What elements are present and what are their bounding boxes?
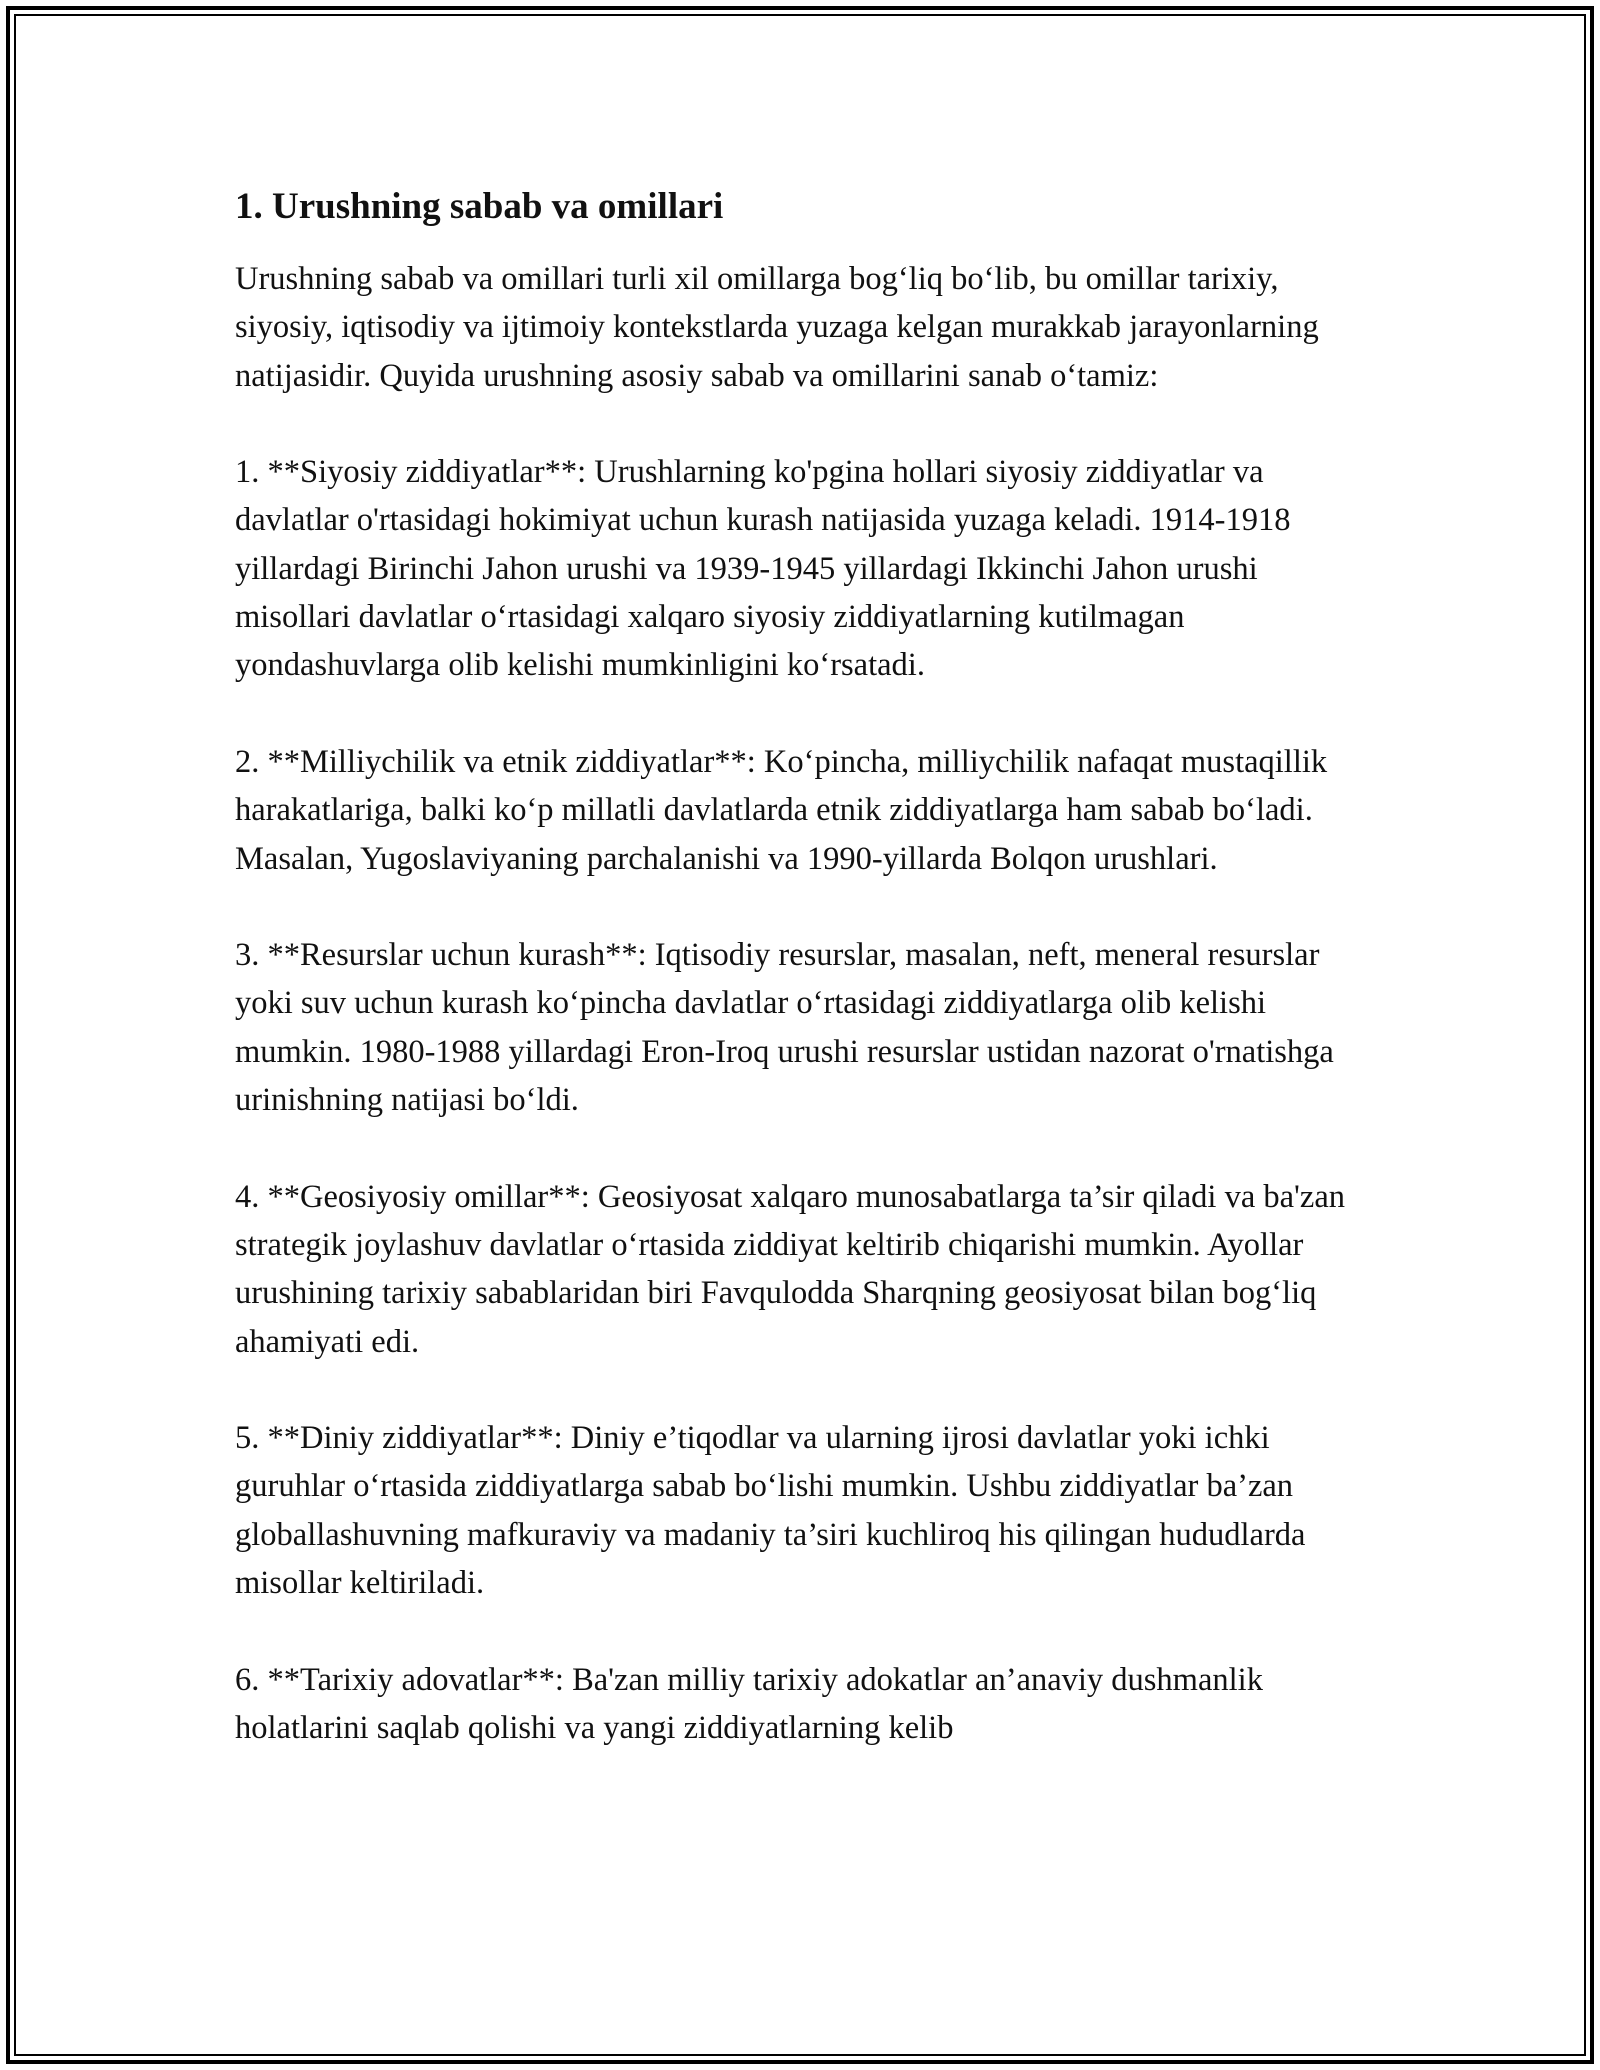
paragraph-nationalism-ethnic: 2. **Milliychilik va etnik ziddiyatlar**: Ko‘pincha, milliychilik nafaqat mustaqillik harakatlariga, balki ko‘p millatli davlatlarda etnik ziddiyatlarga ham sabab bo‘ladi. Masalan, Yugoslaviyaning parchalanishi va 1990-yillarda Bolqon urushlari. <box>235 743 1328 877</box>
paragraph-geopolitics: 4. **Geosiyosiy omillar**: Geosiyosat xalqaro munosabatlarga ta’sir qiladi va ba'zan strategik joylashuv davlatlar o‘rtasida ziddiyat keltirib chiqarishi mumkin. Ayollar urushining tarixiy sabablaridan biri Favqulodda Sharqning geosiyosat bilan bog‘liq ahamiyati edi. <box>235 1178 1345 1360</box>
paragraph-resources: 3. **Resurslar uchun kurash**: Iqtisodiy resurslar, masalan, neft, meneral resurslar yoki suv uchun kurash ko‘pincha davlatlar o‘rtasidagi ziddiyatlarga olib kelishi mumkin. 1980-1988 yillardagi Eron-Iroq urushi resurslar ustidan nazorat o'rnatishga urinishning natijasi bo‘ldi. <box>235 937 1334 1119</box>
paragraph-religious-conflicts: 5. **Diniy ziddiyatlar**: Diniy e’tiqodlar va ularning ijrosi davlatlar yoki ichki guruhlar o‘rtasida ziddiyatlarga sabab bo‘lishi mumkin. Ushbu ziddiyatlar ba’zan globallashuvning mafkuraviy va madaniy ta’siri kuchliroq his qilingan hududlarda misollar keltiriladi. <box>235 1420 1306 1602</box>
paragraph-historical-grievances: 6. **Tarixiy adovatlar**: Ba'zan milliy tarixiy adokatlar an’anaviy dushmanlik holatlarini saqlab qolishi va yangi ziddiyatlarning kelib <box>235 1661 1263 1746</box>
paragraph-political-conflicts: 1. **Siyosiy ziddiyatlar**: Urushlarning ko'pgina hollari siyosiy ziddiyatlar va davlatlar o'rtasidagi hokimiyat uchun kurash natijasida yuzaga keladi. 1914-1918 yillardagi Birinchi Jahon urushi va 1939-1945 yillardagi Ikkinchi Jahon urushi misollari davlatlar o‘rtasidagi xalqaro siyosiy ziddiyatlarning kutilmagan yondashuvlarga olib kelishi mumkinligini ko‘rsatadi. <box>235 454 1291 684</box>
document-body <box>235 183 1375 1752</box>
intro-paragraph: Urushning sabab va omillari turli xil omillarga bog‘liq bo‘lib, bu omillar tarixiy, siyosiy, iqtisodiy va ijtimoiy kontekstlarda yuzaga kelgan murakkab jarayonlarning natijasidir. Quyida urushning asosiy sabab va omillarini sanab o‘tamiz: <box>235 261 1319 394</box>
section-heading: 1. Urushning sabab va omillari <box>235 186 724 227</box>
